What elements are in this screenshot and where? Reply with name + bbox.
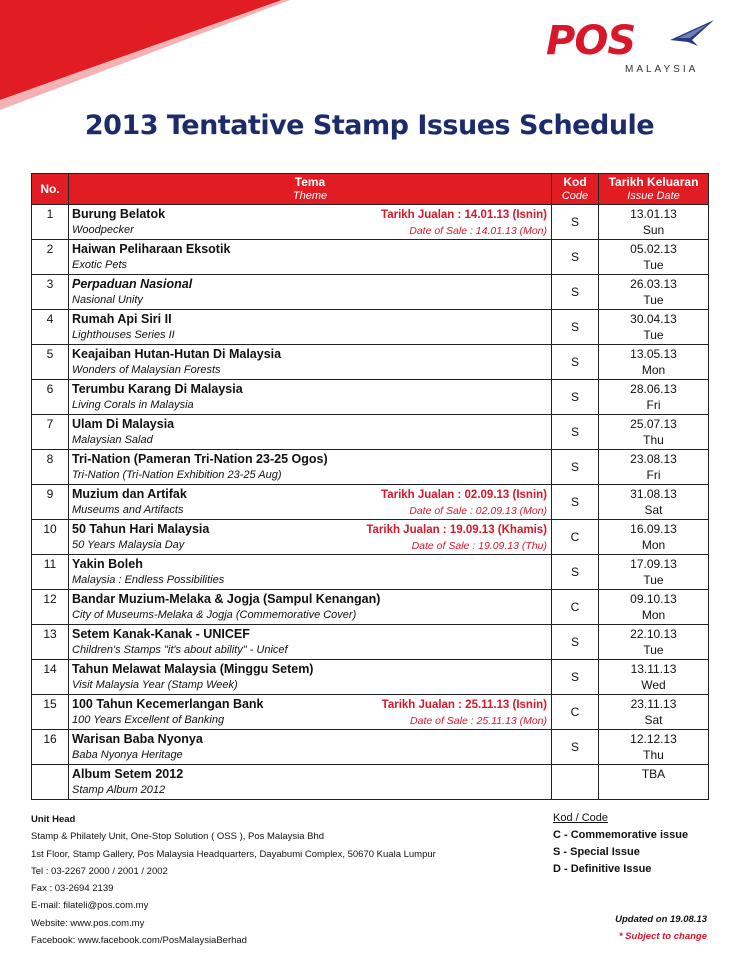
issue-date: 26.03.13	[630, 277, 677, 291]
row-number: 4	[32, 310, 69, 345]
theme-malay: Perpaduan Nasional	[72, 277, 193, 291]
theme-malay: Ulam Di Malaysia	[72, 417, 175, 431]
row-number: 5	[32, 345, 69, 380]
theme-cell	[69, 765, 552, 800]
issue-code: S	[552, 660, 599, 695]
issue-day: Tue	[643, 573, 664, 587]
contact-line: Tel : 03-2267 2000 / 2001 / 2002	[31, 865, 168, 877]
theme-cell	[69, 590, 552, 625]
row-number: 12	[32, 590, 69, 625]
row-number: 16	[32, 730, 69, 765]
table-row	[32, 555, 709, 590]
issue-date: 22.10.13	[630, 627, 677, 641]
theme-english: Malaysia : Endless Possibilities	[72, 574, 225, 586]
issue-code: C	[552, 520, 599, 555]
theme-english: Living Corals in Malaysia	[72, 399, 194, 411]
issue-date: 25.07.13	[630, 417, 677, 431]
row-number: 6	[32, 380, 69, 415]
theme-cell	[69, 555, 552, 590]
contact-line: Fax : 03-2694 2139	[31, 883, 114, 895]
issue-day: Sat	[644, 503, 663, 517]
theme-cell	[69, 275, 552, 310]
contact-line: Stamp & Philately Unit, One-Stop Solution ( OSS ), Pos Malaysia Bhd	[31, 831, 325, 843]
issue-date: 23.08.13	[630, 452, 677, 466]
issue-date-cell	[599, 310, 709, 345]
issue-day: Thu	[643, 433, 664, 447]
row-number	[32, 765, 69, 800]
issue-date: 16.09.13	[630, 522, 677, 536]
issue-code: S	[552, 345, 599, 380]
theme-english: Exotic Pets	[72, 259, 128, 271]
issue-code: S	[552, 625, 599, 660]
issue-date: 23.11.13	[630, 697, 677, 711]
row-number: 13	[32, 625, 69, 660]
issue-code: S	[552, 275, 599, 310]
issue-date-cell	[599, 345, 709, 380]
contact-info	[31, 811, 436, 949]
issue-code: S	[552, 205, 599, 240]
theme-english: 100 Years Excellent of Banking	[72, 714, 225, 726]
theme-malay: Terumbu Karang Di Malaysia	[72, 382, 243, 396]
unit-head-label: Unit Head	[31, 814, 76, 825]
table-row	[32, 695, 709, 730]
issue-day: Tue	[643, 643, 664, 657]
theme-malay: Muzium dan Artifak	[72, 487, 187, 501]
issue-date-cell	[599, 240, 709, 275]
logo-text: POS	[546, 18, 636, 64]
table-row	[32, 380, 709, 415]
update-note	[615, 911, 707, 945]
row-number: 8	[32, 450, 69, 485]
issue-code: C	[552, 590, 599, 625]
issue-day: Tue	[643, 293, 664, 307]
theme-cell	[69, 625, 552, 660]
issue-day: Fri	[646, 398, 661, 412]
issue-date: 13.05.13	[630, 347, 677, 361]
sale-date-malay: Tarikh Jualan : 14.01.13 (Isnin)	[381, 209, 547, 221]
theme-cell	[69, 310, 552, 345]
table-row	[32, 275, 709, 310]
issue-code	[552, 765, 599, 800]
header-no: No.	[32, 174, 69, 205]
issue-code: S	[552, 380, 599, 415]
issue-date: TBA	[641, 767, 666, 781]
table-body	[32, 205, 709, 800]
issue-date: 09.10.13	[630, 592, 677, 606]
issue-date-cell	[599, 590, 709, 625]
theme-english: Stamp Album 2012	[72, 784, 166, 796]
theme-cell	[69, 450, 552, 485]
issue-day: Tue	[643, 258, 664, 272]
row-number: 7	[32, 415, 69, 450]
header-theme: Tema Theme	[69, 174, 552, 205]
issue-date-cell	[599, 485, 709, 520]
issue-day: Mon	[641, 538, 666, 552]
table-row	[32, 310, 709, 345]
table-row	[32, 240, 709, 275]
theme-malay: Warisan Baba Nyonya	[72, 732, 203, 746]
theme-english: Woodpecker	[72, 224, 134, 236]
issue-day: Tue	[643, 328, 664, 342]
contact-line: E-mail: filateli@pos.com.my	[31, 900, 149, 912]
issue-date: 05.02.13	[630, 242, 677, 256]
table-row	[32, 415, 709, 450]
contact-line: Facebook: www.facebook.com/PosMalaysiaBerhad	[31, 935, 247, 947]
issue-code: S	[552, 310, 599, 345]
theme-malay: Haiwan Peliharaan Eksotik	[72, 242, 231, 256]
issue-code: S	[552, 240, 599, 275]
theme-cell	[69, 345, 552, 380]
header-code: Kod Code	[552, 174, 599, 205]
row-number: 1	[32, 205, 69, 240]
issue-date: 30.04.13	[630, 312, 677, 326]
issue-day: Wed	[641, 678, 666, 692]
table-row	[32, 590, 709, 625]
theme-cell	[69, 520, 552, 555]
code-legend-title: Kod / Code	[553, 812, 609, 824]
issue-code: S	[552, 450, 599, 485]
wing-icon	[668, 18, 716, 48]
issue-date-cell	[599, 415, 709, 450]
theme-english: Visit Malaysia Year (Stamp Week)	[72, 679, 238, 691]
contact-line: Website: www.pos.com.my	[31, 917, 145, 929]
issue-date-cell	[599, 660, 709, 695]
sale-date-note	[381, 487, 547, 519]
sale-date-note	[382, 697, 547, 729]
theme-english: Nasional Unity	[72, 294, 143, 306]
theme-malay: Rumah Api Siri II	[72, 312, 172, 326]
code-legend-item: C - Commemorative issue	[553, 829, 689, 841]
row-number: 15	[32, 695, 69, 730]
sale-date-english: Date of Sale : 19.09.13 (Thu)	[411, 540, 547, 552]
theme-english: Baba Nyonya Heritage	[72, 749, 183, 761]
theme-cell	[69, 415, 552, 450]
table-row	[32, 345, 709, 380]
issue-code: S	[552, 730, 599, 765]
issue-day: Thu	[643, 748, 664, 762]
issue-date-cell	[599, 205, 709, 240]
sale-date-malay: Tarikh Jualan : 25.11.13 (Isnin)	[381, 699, 547, 711]
issue-day: Sat	[644, 713, 663, 727]
table-row	[32, 520, 709, 555]
row-number: 2	[32, 240, 69, 275]
issue-day: Sun	[642, 223, 665, 237]
issue-day: Mon	[641, 608, 666, 622]
stamp-schedule-table	[31, 173, 709, 800]
issue-date-cell	[599, 555, 709, 590]
issue-date-cell	[599, 275, 709, 310]
red-swoosh-banner	[0, 0, 300, 110]
sale-date-note	[366, 522, 547, 554]
header-issue-date: Tarikh Keluaran Issue Date	[599, 174, 709, 205]
sale-date-malay: Tarikh Jualan : 02.09.13 (Isnin)	[381, 489, 547, 501]
theme-english: City of Museums-Melaka & Jogja (Commemorative Cover)	[72, 609, 357, 621]
logo-subtitle: MALAYSIA	[625, 64, 699, 75]
table-row	[32, 450, 709, 485]
code-legend-item: D - Definitive Issue	[553, 863, 652, 875]
theme-malay: Setem Kanak-Kanak - UNICEF	[72, 627, 250, 641]
issue-date: 17.09.13	[630, 557, 677, 571]
issue-date: 13.11.13	[630, 662, 677, 676]
table-header-row	[32, 174, 709, 205]
theme-malay: Keajaiban Hutan-Hutan Di Malaysia	[72, 347, 282, 361]
issue-date: 28.06.13	[630, 382, 677, 396]
theme-cell	[69, 205, 552, 240]
theme-malay: Bandar Muzium-Melaka & Jogja (Sampul Kenangan)	[72, 592, 381, 606]
issue-code: S	[552, 485, 599, 520]
issue-code: S	[552, 415, 599, 450]
theme-cell	[69, 695, 552, 730]
issue-date: 31.08.13	[630, 487, 677, 501]
issue-date-cell	[599, 625, 709, 660]
issue-date-cell	[599, 765, 709, 800]
code-legend	[553, 810, 688, 878]
theme-english: Wonders of Malaysian Forests	[72, 364, 221, 376]
theme-malay: Yakin Boleh	[72, 557, 143, 571]
theme-cell	[69, 485, 552, 520]
theme-malay: Burung Belatok	[72, 207, 166, 221]
issue-date-cell	[599, 730, 709, 765]
sale-date-note	[381, 207, 547, 239]
issue-date-cell	[599, 380, 709, 415]
issue-date-cell	[599, 520, 709, 555]
row-number: 11	[32, 555, 69, 590]
theme-cell	[69, 240, 552, 275]
row-number: 10	[32, 520, 69, 555]
sale-date-english: Date of Sale : 25.11.13 (Mon)	[410, 715, 547, 727]
issue-code: S	[552, 555, 599, 590]
theme-malay: 100 Tahun Kecemerlangan Bank	[72, 697, 264, 711]
theme-cell	[69, 660, 552, 695]
table-row	[32, 485, 709, 520]
table-row	[32, 625, 709, 660]
theme-malay: Tri-Nation (Pameran Tri-Nation 23-25 Ogos)	[72, 452, 328, 466]
sale-date-english: Date of Sale : 02.09.13 (Mon)	[409, 505, 547, 517]
code-legend-item: S - Special Issue	[553, 846, 640, 858]
row-number: 9	[32, 485, 69, 520]
table-row	[32, 205, 709, 240]
subject-to-change: * Subject to change	[618, 931, 707, 942]
theme-english: Children's Stamps "it's about ability" - Unicef	[72, 644, 288, 656]
issue-day: Mon	[641, 363, 666, 377]
theme-english: Malaysian Salad	[72, 434, 153, 446]
theme-english: Museums and Artifacts	[72, 504, 184, 516]
issue-date-cell	[599, 695, 709, 730]
theme-cell	[69, 380, 552, 415]
row-number: 14	[32, 660, 69, 695]
issue-date-cell	[599, 450, 709, 485]
contact-line: 1st Floor, Stamp Gallery, Pos Malaysia Headquarters, Dayabumi Complex, 50670 Kuala Lumpur	[31, 848, 436, 860]
table-row	[32, 730, 709, 765]
theme-english: Tri-Nation (Tri-Nation Exhibition 23-25 Aug)	[72, 469, 282, 481]
issue-date: 13.01.13	[630, 207, 677, 221]
theme-malay: Album Setem 2012	[72, 767, 184, 781]
theme-english: 50 Years Malaysia Day	[72, 539, 185, 551]
theme-malay: Tahun Melawat Malaysia (Minggu Setem)	[72, 662, 314, 676]
sale-date-english: Date of Sale : 14.01.13 (Mon)	[409, 225, 547, 237]
theme-malay: 50 Tahun Hari Malaysia	[72, 522, 210, 536]
theme-cell	[69, 730, 552, 765]
theme-english: Lighthouses Series II	[72, 329, 175, 341]
issue-code: C	[552, 695, 599, 730]
updated-date: Updated on 19.08.13	[615, 914, 707, 925]
issue-day: Fri	[646, 468, 661, 482]
sale-date-malay: Tarikh Jualan : 19.09.13 (Khamis)	[366, 524, 547, 536]
page-title: 2013 Tentative Stamp Issues Schedule	[84, 110, 655, 141]
issue-date: 12.12.13	[630, 732, 677, 746]
row-number: 3	[32, 275, 69, 310]
table-row	[32, 660, 709, 695]
table-row	[32, 765, 709, 800]
